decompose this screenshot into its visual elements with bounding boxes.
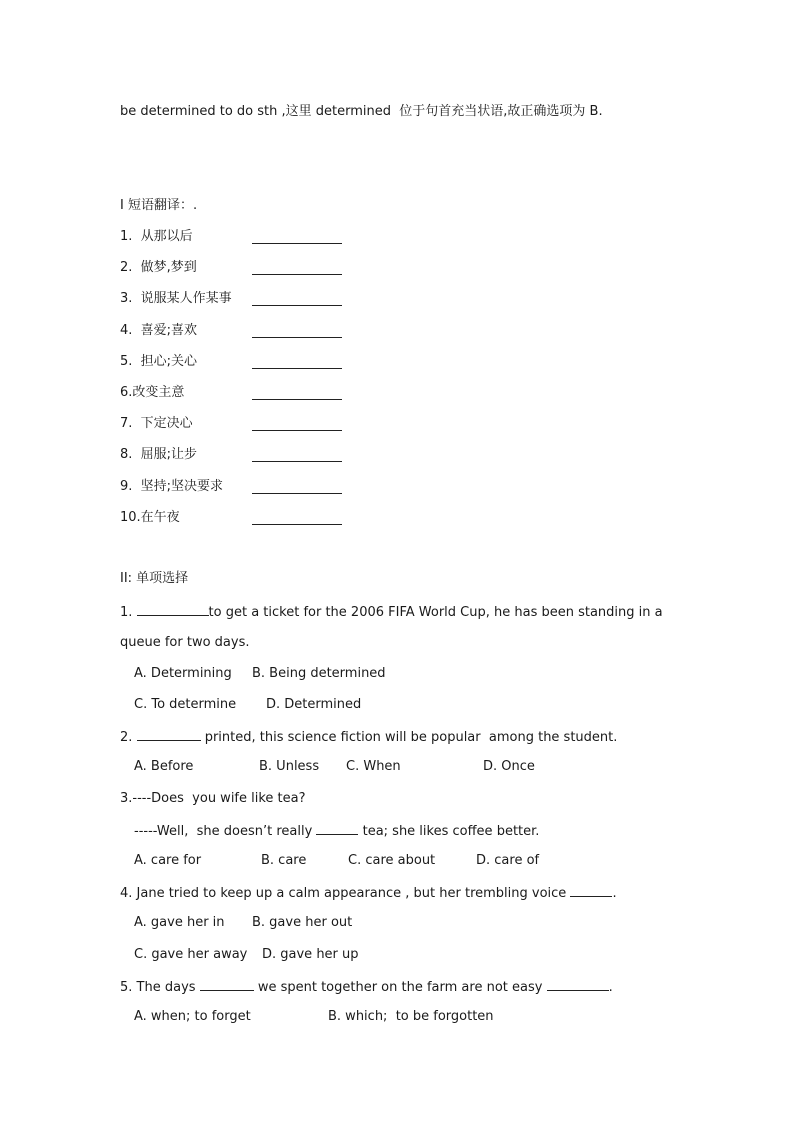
question-end: . xyxy=(608,980,613,995)
question-blank[interactable] xyxy=(137,603,209,616)
answer-blank-4[interactable] xyxy=(252,337,342,338)
q1-option-c[interactable]: C. To determine xyxy=(134,697,237,712)
q3-option-a[interactable]: A. care for xyxy=(134,853,202,868)
phrase-item-8: 8. 屈服;让步 xyxy=(120,447,198,462)
q5-option-b[interactable]: B. which; to be forgotten xyxy=(328,1009,494,1024)
question-blank[interactable] xyxy=(570,884,612,897)
q4-option-b[interactable]: B. gave her out xyxy=(252,915,353,930)
phrase-item-4: 4. 喜爱;喜欢 xyxy=(120,323,198,338)
q2-option-c[interactable]: C. When xyxy=(346,759,401,774)
q3-option-d[interactable]: D. care of xyxy=(476,853,540,868)
answer-blank-2[interactable] xyxy=(252,274,342,275)
question-blank[interactable] xyxy=(137,728,201,741)
q1-option-b[interactable]: B. Being determined xyxy=(252,666,386,681)
section2-title: II: 单项选择 xyxy=(120,571,189,586)
q4-option-d[interactable]: D. gave her up xyxy=(262,947,359,962)
question-1 xyxy=(120,603,663,621)
answer-blank-9[interactable] xyxy=(252,493,342,494)
question-1-cont: queue for two days. xyxy=(120,635,250,650)
q2-option-d[interactable]: D. Once xyxy=(483,759,535,774)
phrase-item-3: 3. 说服某人作某事 xyxy=(120,291,232,306)
phrase-item-6: 6.改变主意 xyxy=(120,385,185,400)
question-3-reply xyxy=(134,822,539,840)
question-blank[interactable] xyxy=(200,978,254,991)
question-5 xyxy=(120,978,613,996)
phrase-item-7: 7. 下定决心 xyxy=(120,416,193,431)
intro-note: be determined to do sth ,这里 determined 位于句首充当状语,故正确选项为 B. xyxy=(120,104,603,119)
question-text: we spent together on the farm are not easy xyxy=(257,980,543,995)
answer-blank-10[interactable] xyxy=(252,524,342,525)
q4-option-c[interactable]: C. gave her away xyxy=(134,947,248,962)
q5-option-a[interactable]: A. when; to forget xyxy=(134,1009,251,1024)
phrase-item-10: 10.在午夜 xyxy=(120,510,180,525)
q2-option-a[interactable]: A. Before xyxy=(134,759,194,774)
answer-blank-5[interactable] xyxy=(252,368,342,369)
question-number: 2. xyxy=(120,730,133,745)
question-4 xyxy=(120,884,617,902)
question-text: printed, this science fiction will be popular among the student. xyxy=(204,730,618,745)
phrase-item-9: 9. 坚持;坚决要求 xyxy=(120,479,224,494)
question-text: 4. Jane tried to keep up a calm appearance , but her trembling voice xyxy=(120,886,567,901)
question-blank[interactable] xyxy=(547,978,609,991)
question-text: tea; she likes coffee better. xyxy=(362,824,540,839)
answer-blank-7[interactable] xyxy=(252,430,342,431)
answer-blank-1[interactable] xyxy=(252,243,342,244)
question-text: 5. The days xyxy=(120,980,196,995)
question-3: 3.----Does you wife like tea? xyxy=(120,791,306,806)
q3-option-b[interactable]: B. care xyxy=(261,853,307,868)
q2-option-b[interactable]: B. Unless xyxy=(259,759,320,774)
phrase-item-1: 1. 从那以后 xyxy=(120,229,193,244)
q3-option-c[interactable]: C. care about xyxy=(348,853,436,868)
phrase-item-5: 5. 担心;关心 xyxy=(120,354,198,369)
question-text: to get a ticket for the 2006 FIFA World Cup, he has been standing in a xyxy=(208,605,663,620)
section1-title: Ⅰ 短语翻译：. xyxy=(120,198,198,213)
q1-option-a[interactable]: A. Determining xyxy=(134,666,232,681)
answer-blank-8[interactable] xyxy=(252,461,342,462)
q1-option-d[interactable]: D. Determined xyxy=(266,697,362,712)
q4-option-a[interactable]: A. gave her in xyxy=(134,915,225,930)
question-end: . xyxy=(612,886,617,901)
answer-blank-3[interactable] xyxy=(252,305,342,306)
phrase-item-2: 2. 做梦,梦到 xyxy=(120,260,197,275)
question-number: 1. xyxy=(120,605,133,620)
question-text: -----Well, she doesn’t really xyxy=(134,824,313,839)
question-blank[interactable] xyxy=(316,822,358,835)
answer-blank-6[interactable] xyxy=(252,399,342,400)
question-2 xyxy=(120,728,617,746)
